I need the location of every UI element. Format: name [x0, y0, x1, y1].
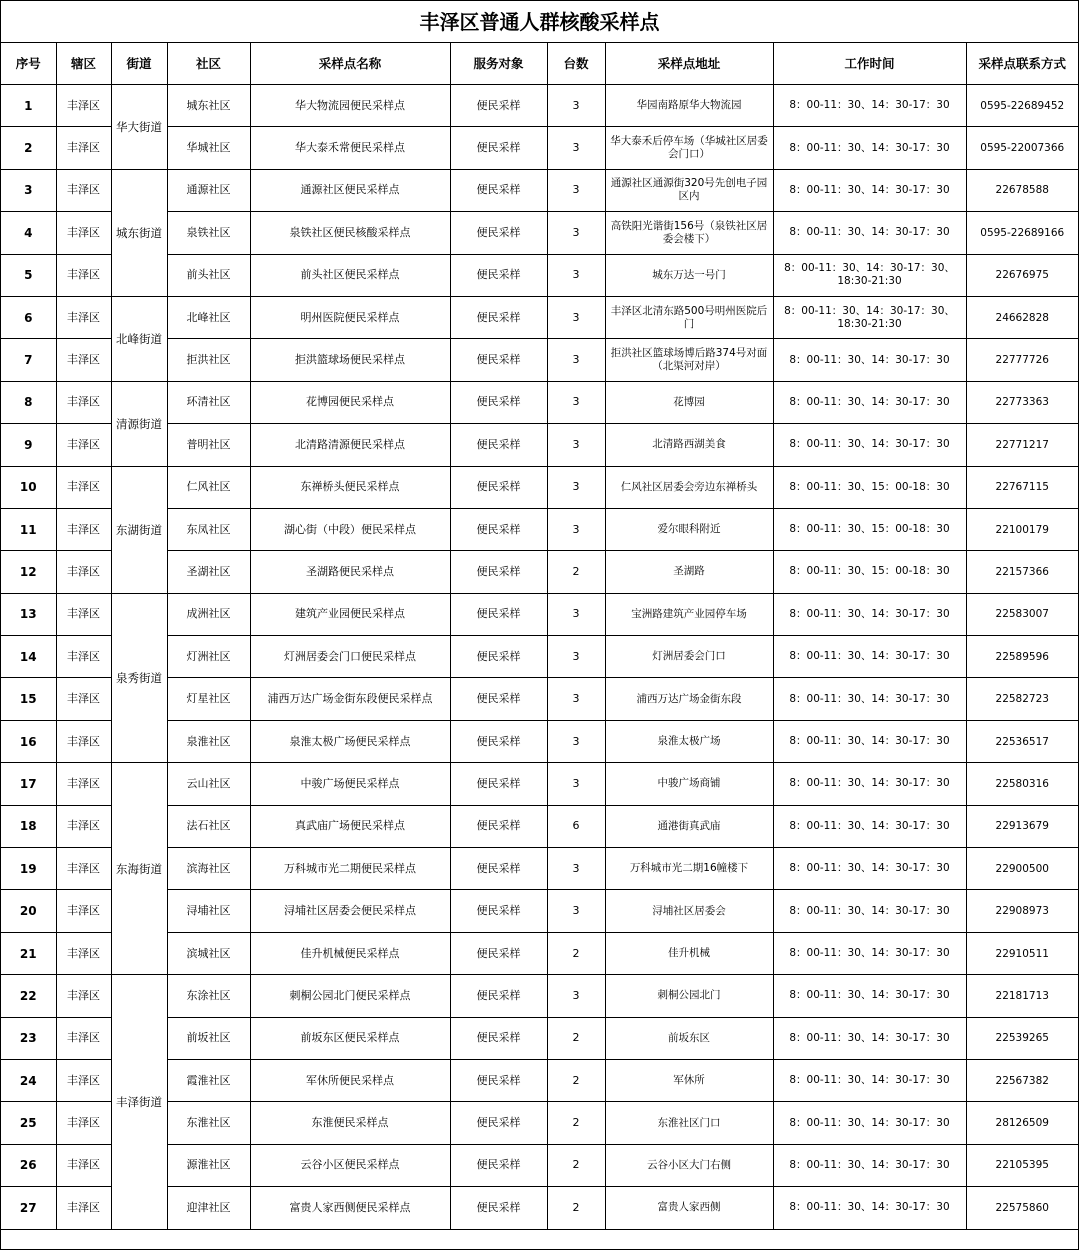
cell-no: 1	[1, 85, 56, 127]
header-working-hours: 工作时间	[773, 43, 966, 85]
cell-site-name: 浦西万达广场金街东段便民采样点	[250, 678, 450, 720]
cell-station-count: 3	[547, 296, 605, 338]
cell-service-target: 便民采样	[450, 212, 547, 254]
cell-community: 东凤社区	[167, 508, 250, 550]
cell-address: 万科城市光二期16幢楼下	[605, 848, 773, 890]
cell-community: 泉铁社区	[167, 212, 250, 254]
cell-district: 丰泽区	[56, 975, 111, 1017]
cell-working-hours: 8：00-11：30、14：30-17：30	[773, 975, 966, 1017]
cell-service-target: 便民采样	[450, 932, 547, 974]
cell-service-target: 便民采样	[450, 296, 547, 338]
cell-site-name: 浔埔社区居委会便民采样点	[250, 890, 450, 932]
cell-address: 城东万达一号门	[605, 254, 773, 296]
cell-station-count: 3	[547, 339, 605, 381]
cell-district: 丰泽区	[56, 85, 111, 127]
cell-community: 源淮社区	[167, 1144, 250, 1186]
cell-site-name: 圣湖路便民采样点	[250, 551, 450, 593]
cell-working-hours: 8：00-11：30、14：30-17：30	[773, 212, 966, 254]
cell-community: 浔埔社区	[167, 890, 250, 932]
cell-working-hours: 8：00-11：30、14：30-17：30	[773, 720, 966, 762]
cell-street: 东海街道	[111, 763, 167, 975]
cell-station-count: 3	[547, 254, 605, 296]
cell-working-hours: 8：00-11：30、15：00-18：30	[773, 551, 966, 593]
cell-district: 丰泽区	[56, 720, 111, 762]
cell-district: 丰泽区	[56, 678, 111, 720]
cell-station-count: 3	[547, 127, 605, 169]
cell-contact: 22575860	[966, 1187, 1078, 1229]
cell-no: 11	[1, 508, 56, 550]
cell-site-name: 东禅桥头便民采样点	[250, 466, 450, 508]
cell-district: 丰泽区	[56, 127, 111, 169]
header-address: 采样点地址	[605, 43, 773, 85]
cell-community: 滨城社区	[167, 932, 250, 974]
cell-contact: 22539265	[966, 1017, 1078, 1059]
cell-community: 东涂社区	[167, 975, 250, 1017]
cell-street: 泉秀街道	[111, 593, 167, 763]
cell-service-target: 便民采样	[450, 1059, 547, 1101]
cell-district: 丰泽区	[56, 508, 111, 550]
cell-working-hours: 8：00-11：30、14：30-17：30、18:30-21:30	[773, 296, 966, 338]
cell-district: 丰泽区	[56, 1059, 111, 1101]
cell-working-hours: 8：00-11：30、14：30-17：30	[773, 763, 966, 805]
cell-district: 丰泽区	[56, 593, 111, 635]
cell-address: 高铁阳光谐街156号（泉铁社区居委会楼下）	[605, 212, 773, 254]
cell-service-target: 便民采样	[450, 678, 547, 720]
cell-working-hours: 8：00-11：30、14：30-17：30	[773, 424, 966, 466]
cell-service-target: 便民采样	[450, 805, 547, 847]
cell-no: 21	[1, 932, 56, 974]
header-no: 序号	[1, 43, 56, 85]
cell-service-target: 便民采样	[450, 254, 547, 296]
cell-address: 仁风社区居委会旁边东禅桥头	[605, 466, 773, 508]
cell-service-target: 便民采样	[450, 85, 547, 127]
cell-address: 爱尔眼科附近	[605, 508, 773, 550]
cell-community: 霞淮社区	[167, 1059, 250, 1101]
cell-address: 佳升机械	[605, 932, 773, 974]
cell-service-target: 便民采样	[450, 466, 547, 508]
cell-site-name: 泉淮太极广场便民采样点	[250, 720, 450, 762]
cell-no: 8	[1, 381, 56, 423]
cell-service-target: 便民采样	[450, 720, 547, 762]
cell-working-hours: 8：00-11：30、14：30-17：30	[773, 593, 966, 635]
cell-station-count: 3	[547, 678, 605, 720]
cell-district: 丰泽区	[56, 212, 111, 254]
cell-contact: 22913679	[966, 805, 1078, 847]
cell-no: 17	[1, 763, 56, 805]
cell-station-count: 2	[547, 1187, 605, 1229]
cell-contact: 22105395	[966, 1144, 1078, 1186]
cell-station-count: 2	[547, 551, 605, 593]
cell-community: 仁风社区	[167, 466, 250, 508]
cell-no: 18	[1, 805, 56, 847]
cell-contact: 0595-22689166	[966, 212, 1078, 254]
cell-contact: 22900500	[966, 848, 1078, 890]
cell-community: 云山社区	[167, 763, 250, 805]
cell-address: 浦西万达广场金街东段	[605, 678, 773, 720]
cell-district: 丰泽区	[56, 932, 111, 974]
header-row	[1, 43, 1078, 85]
cell-address: 富贵人家西侧	[605, 1187, 773, 1229]
cell-address: 通港街真武庙	[605, 805, 773, 847]
cell-no: 14	[1, 636, 56, 678]
cell-station-count: 2	[547, 1102, 605, 1144]
cell-contact: 22583007	[966, 593, 1078, 635]
cell-community: 普明社区	[167, 424, 250, 466]
cell-working-hours: 8：00-11：30、14：30-17：30	[773, 678, 966, 720]
cell-contact: 22678588	[966, 169, 1078, 211]
cell-community: 成洲社区	[167, 593, 250, 635]
cell-service-target: 便民采样	[450, 1017, 547, 1059]
cell-working-hours: 8：00-11：30、14：30-17：30	[773, 932, 966, 974]
table-row	[1, 466, 1078, 508]
cell-contact: 22580316	[966, 763, 1078, 805]
cell-service-target: 便民采样	[450, 763, 547, 805]
cell-station-count: 2	[547, 1017, 605, 1059]
cell-address: 宝洲路建筑产业园停车场	[605, 593, 773, 635]
cell-working-hours: 8：00-11：30、14：30-17：30	[773, 339, 966, 381]
cell-address: 中骏广场商铺	[605, 763, 773, 805]
table-row	[1, 85, 1078, 127]
cell-district: 丰泽区	[56, 169, 111, 211]
cell-no: 22	[1, 975, 56, 1017]
cell-contact: 0595-22689452	[966, 85, 1078, 127]
cell-contact: 0595-22007366	[966, 127, 1078, 169]
cell-no: 9	[1, 424, 56, 466]
page-title: 丰泽区普通人群核酸采样点	[1, 1, 1078, 43]
cell-service-target: 便民采样	[450, 848, 547, 890]
cell-site-name: 通源社区便民采样点	[250, 169, 450, 211]
cell-district: 丰泽区	[56, 424, 111, 466]
cell-no: 23	[1, 1017, 56, 1059]
cell-no: 3	[1, 169, 56, 211]
cell-contact: 22771217	[966, 424, 1078, 466]
cell-no: 4	[1, 212, 56, 254]
cell-working-hours: 8：00-11：30、14：30-17：30	[773, 381, 966, 423]
cell-service-target: 便民采样	[450, 551, 547, 593]
cell-working-hours: 8：00-11：30、14：30-17：30	[773, 1102, 966, 1144]
cell-service-target: 便民采样	[450, 1102, 547, 1144]
cell-no: 15	[1, 678, 56, 720]
cell-contact: 22567382	[966, 1059, 1078, 1101]
cell-street: 北峰街道	[111, 296, 167, 381]
cell-site-name: 北清路清源便民采样点	[250, 424, 450, 466]
cell-contact: 22582723	[966, 678, 1078, 720]
cell-community: 通源社区	[167, 169, 250, 211]
cell-district: 丰泽区	[56, 890, 111, 932]
cell-community: 华城社区	[167, 127, 250, 169]
cell-district: 丰泽区	[56, 339, 111, 381]
cell-site-name: 湖心街（中段）便民采样点	[250, 508, 450, 550]
cell-community: 圣湖社区	[167, 551, 250, 593]
cell-address: 拒洪社区篮球场博后路374号对面（北渠河对岸）	[605, 339, 773, 381]
cell-contact: 22589596	[966, 636, 1078, 678]
cell-address: 东淮社区门口	[605, 1102, 773, 1144]
cell-site-name: 明州医院便民采样点	[250, 296, 450, 338]
table-row	[1, 975, 1078, 1017]
cell-contact: 22910511	[966, 932, 1078, 974]
cell-service-target: 便民采样	[450, 508, 547, 550]
cell-service-target: 便民采样	[450, 890, 547, 932]
cell-street: 城东街道	[111, 169, 167, 296]
cell-site-name: 花博园便民采样点	[250, 381, 450, 423]
cell-community: 前头社区	[167, 254, 250, 296]
cell-street: 丰泽街道	[111, 975, 167, 1229]
cell-working-hours: 8：00-11：30、14：30-17：30	[773, 848, 966, 890]
cell-no: 13	[1, 593, 56, 635]
cell-no: 5	[1, 254, 56, 296]
cell-station-count: 3	[547, 720, 605, 762]
cell-service-target: 便民采样	[450, 339, 547, 381]
header-community: 社区	[167, 43, 250, 85]
cell-district: 丰泽区	[56, 805, 111, 847]
cell-service-target: 便民采样	[450, 424, 547, 466]
cell-working-hours: 8：00-11：30、14：30-17：30	[773, 890, 966, 932]
cell-address: 浔埔社区居委会	[605, 890, 773, 932]
cell-working-hours: 8：00-11：30、14：30-17：30	[773, 1187, 966, 1229]
table-row	[1, 296, 1078, 338]
cell-district: 丰泽区	[56, 296, 111, 338]
cell-no: 27	[1, 1187, 56, 1229]
cell-address: 通源社区通源街320号先创电子园区内	[605, 169, 773, 211]
cell-district: 丰泽区	[56, 1102, 111, 1144]
cell-community: 北峰社区	[167, 296, 250, 338]
cell-community: 灯洲社区	[167, 636, 250, 678]
cell-address: 华园南路原华大物流园	[605, 85, 773, 127]
header-district: 辖区	[56, 43, 111, 85]
cell-contact: 22676975	[966, 254, 1078, 296]
cell-contact: 28126509	[966, 1102, 1078, 1144]
cell-working-hours: 8：00-11：30、14：30-17：30、18:30-21:30	[773, 254, 966, 296]
cell-station-count: 3	[547, 636, 605, 678]
cell-district: 丰泽区	[56, 763, 111, 805]
cell-site-name: 东淮便民采样点	[250, 1102, 450, 1144]
cell-no: 26	[1, 1144, 56, 1186]
cell-site-name: 建筑产业园便民采样点	[250, 593, 450, 635]
cell-working-hours: 8：00-11：30、15：00-18：30	[773, 466, 966, 508]
cell-service-target: 便民采样	[450, 169, 547, 211]
cell-service-target: 便民采样	[450, 636, 547, 678]
cell-district: 丰泽区	[56, 381, 111, 423]
cell-contact: 22181713	[966, 975, 1078, 1017]
cell-address: 刺桐公园北门	[605, 975, 773, 1017]
cell-service-target: 便民采样	[450, 1187, 547, 1229]
cell-address: 军休所	[605, 1059, 773, 1101]
cell-address: 花博园	[605, 381, 773, 423]
sampling-sites-table	[1, 43, 1078, 1230]
cell-no: 7	[1, 339, 56, 381]
cell-community: 泉淮社区	[167, 720, 250, 762]
cell-working-hours: 8：00-11：30、14：30-17：30	[773, 127, 966, 169]
cell-street: 华大街道	[111, 85, 167, 170]
cell-site-name: 云谷小区便民采样点	[250, 1144, 450, 1186]
cell-working-hours: 8：00-11：30、14：30-17：30	[773, 1059, 966, 1101]
table-body	[1, 85, 1078, 1230]
cell-no: 16	[1, 720, 56, 762]
cell-site-name: 军休所便民采样点	[250, 1059, 450, 1101]
cell-site-name: 拒洪篮球场便民采样点	[250, 339, 450, 381]
cell-station-count: 3	[547, 381, 605, 423]
cell-site-name: 泉铁社区便民核酸采样点	[250, 212, 450, 254]
cell-address: 北清路西湖美食	[605, 424, 773, 466]
header-service-target: 服务对象	[450, 43, 547, 85]
cell-working-hours: 8：00-11：30、14：30-17：30	[773, 169, 966, 211]
cell-address: 丰泽区北清东路500号明州医院后门	[605, 296, 773, 338]
cell-site-name: 华大泰禾常便民采样点	[250, 127, 450, 169]
cell-no: 19	[1, 848, 56, 890]
cell-station-count: 3	[547, 508, 605, 550]
cell-community: 法石社区	[167, 805, 250, 847]
cell-site-name: 前坂东区便民采样点	[250, 1017, 450, 1059]
cell-site-name: 真武庙广场便民采样点	[250, 805, 450, 847]
cell-site-name: 前头社区便民采样点	[250, 254, 450, 296]
cell-address: 圣湖路	[605, 551, 773, 593]
table-row	[1, 169, 1078, 211]
cell-station-count: 3	[547, 975, 605, 1017]
cell-community: 滨海社区	[167, 848, 250, 890]
cell-district: 丰泽区	[56, 1017, 111, 1059]
header-station-count: 台数	[547, 43, 605, 85]
cell-street: 清源街道	[111, 381, 167, 466]
cell-community: 城东社区	[167, 85, 250, 127]
cell-district: 丰泽区	[56, 1187, 111, 1229]
cell-station-count: 3	[547, 890, 605, 932]
cell-no: 10	[1, 466, 56, 508]
cell-site-name: 灯洲居委会门口便民采样点	[250, 636, 450, 678]
cell-site-name: 华大物流园便民采样点	[250, 85, 450, 127]
cell-street: 东湖街道	[111, 466, 167, 593]
cell-no: 12	[1, 551, 56, 593]
cell-address: 泉淮太极广场	[605, 720, 773, 762]
cell-service-target: 便民采样	[450, 593, 547, 635]
cell-contact: 22908973	[966, 890, 1078, 932]
header-contact: 采样点联系方式	[966, 43, 1078, 85]
cell-working-hours: 8：00-11：30、14：30-17：30	[773, 1144, 966, 1186]
cell-contact: 22536517	[966, 720, 1078, 762]
cell-site-name: 佳升机械便民采样点	[250, 932, 450, 974]
table-row	[1, 593, 1078, 635]
cell-district: 丰泽区	[56, 848, 111, 890]
cell-contact: 22767115	[966, 466, 1078, 508]
cell-station-count: 3	[547, 424, 605, 466]
cell-working-hours: 8：00-11：30、14：30-17：30	[773, 636, 966, 678]
cell-service-target: 便民采样	[450, 975, 547, 1017]
cell-district: 丰泽区	[56, 551, 111, 593]
cell-district: 丰泽区	[56, 466, 111, 508]
cell-site-name: 中骏广场便民采样点	[250, 763, 450, 805]
cell-site-name: 刺桐公园北门便民采样点	[250, 975, 450, 1017]
cell-working-hours: 8：00-11：30、14：30-17：30	[773, 85, 966, 127]
cell-community: 拒洪社区	[167, 339, 250, 381]
cell-site-name: 万科城市光二期便民采样点	[250, 848, 450, 890]
header-site-name: 采样点名称	[250, 43, 450, 85]
cell-station-count: 3	[547, 466, 605, 508]
cell-working-hours: 8：00-11：30、14：30-17：30	[773, 805, 966, 847]
cell-address: 云谷小区大门右侧	[605, 1144, 773, 1186]
cell-station-count: 3	[547, 169, 605, 211]
cell-service-target: 便民采样	[450, 381, 547, 423]
cell-service-target: 便民采样	[450, 1144, 547, 1186]
header-street: 街道	[111, 43, 167, 85]
cell-station-count: 3	[547, 212, 605, 254]
cell-community: 环清社区	[167, 381, 250, 423]
cell-community: 迎津社区	[167, 1187, 250, 1229]
cell-address: 华大泰禾后停车场（华城社区居委会门口）	[605, 127, 773, 169]
cell-address: 灯洲居委会门口	[605, 636, 773, 678]
cell-contact: 22100179	[966, 508, 1078, 550]
table-row	[1, 381, 1078, 423]
cell-contact: 22773363	[966, 381, 1078, 423]
cell-station-count: 2	[547, 932, 605, 974]
table-row	[1, 763, 1078, 805]
cell-no: 20	[1, 890, 56, 932]
cell-community: 东淮社区	[167, 1102, 250, 1144]
cell-station-count: 3	[547, 763, 605, 805]
cell-contact: 22777726	[966, 339, 1078, 381]
cell-working-hours: 8：00-11：30、15：00-18：30	[773, 508, 966, 550]
cell-contact: 22157366	[966, 551, 1078, 593]
cell-no: 6	[1, 296, 56, 338]
cell-service-target: 便民采样	[450, 127, 547, 169]
cell-no: 25	[1, 1102, 56, 1144]
cell-station-count: 3	[547, 85, 605, 127]
cell-district: 丰泽区	[56, 636, 111, 678]
cell-station-count: 6	[547, 805, 605, 847]
cell-station-count: 3	[547, 848, 605, 890]
cell-station-count: 2	[547, 1144, 605, 1186]
cell-station-count: 3	[547, 593, 605, 635]
cell-community: 前坂社区	[167, 1017, 250, 1059]
cell-contact: 24662828	[966, 296, 1078, 338]
cell-community: 灯星社区	[167, 678, 250, 720]
cell-site-name: 富贵人家西侧便民采样点	[250, 1187, 450, 1229]
cell-district: 丰泽区	[56, 1144, 111, 1186]
cell-address: 前坂东区	[605, 1017, 773, 1059]
cell-working-hours: 8：00-11：30、14：30-17：30	[773, 1017, 966, 1059]
cell-no: 24	[1, 1059, 56, 1101]
cell-district: 丰泽区	[56, 254, 111, 296]
cell-station-count: 2	[547, 1059, 605, 1101]
cell-no: 2	[1, 127, 56, 169]
